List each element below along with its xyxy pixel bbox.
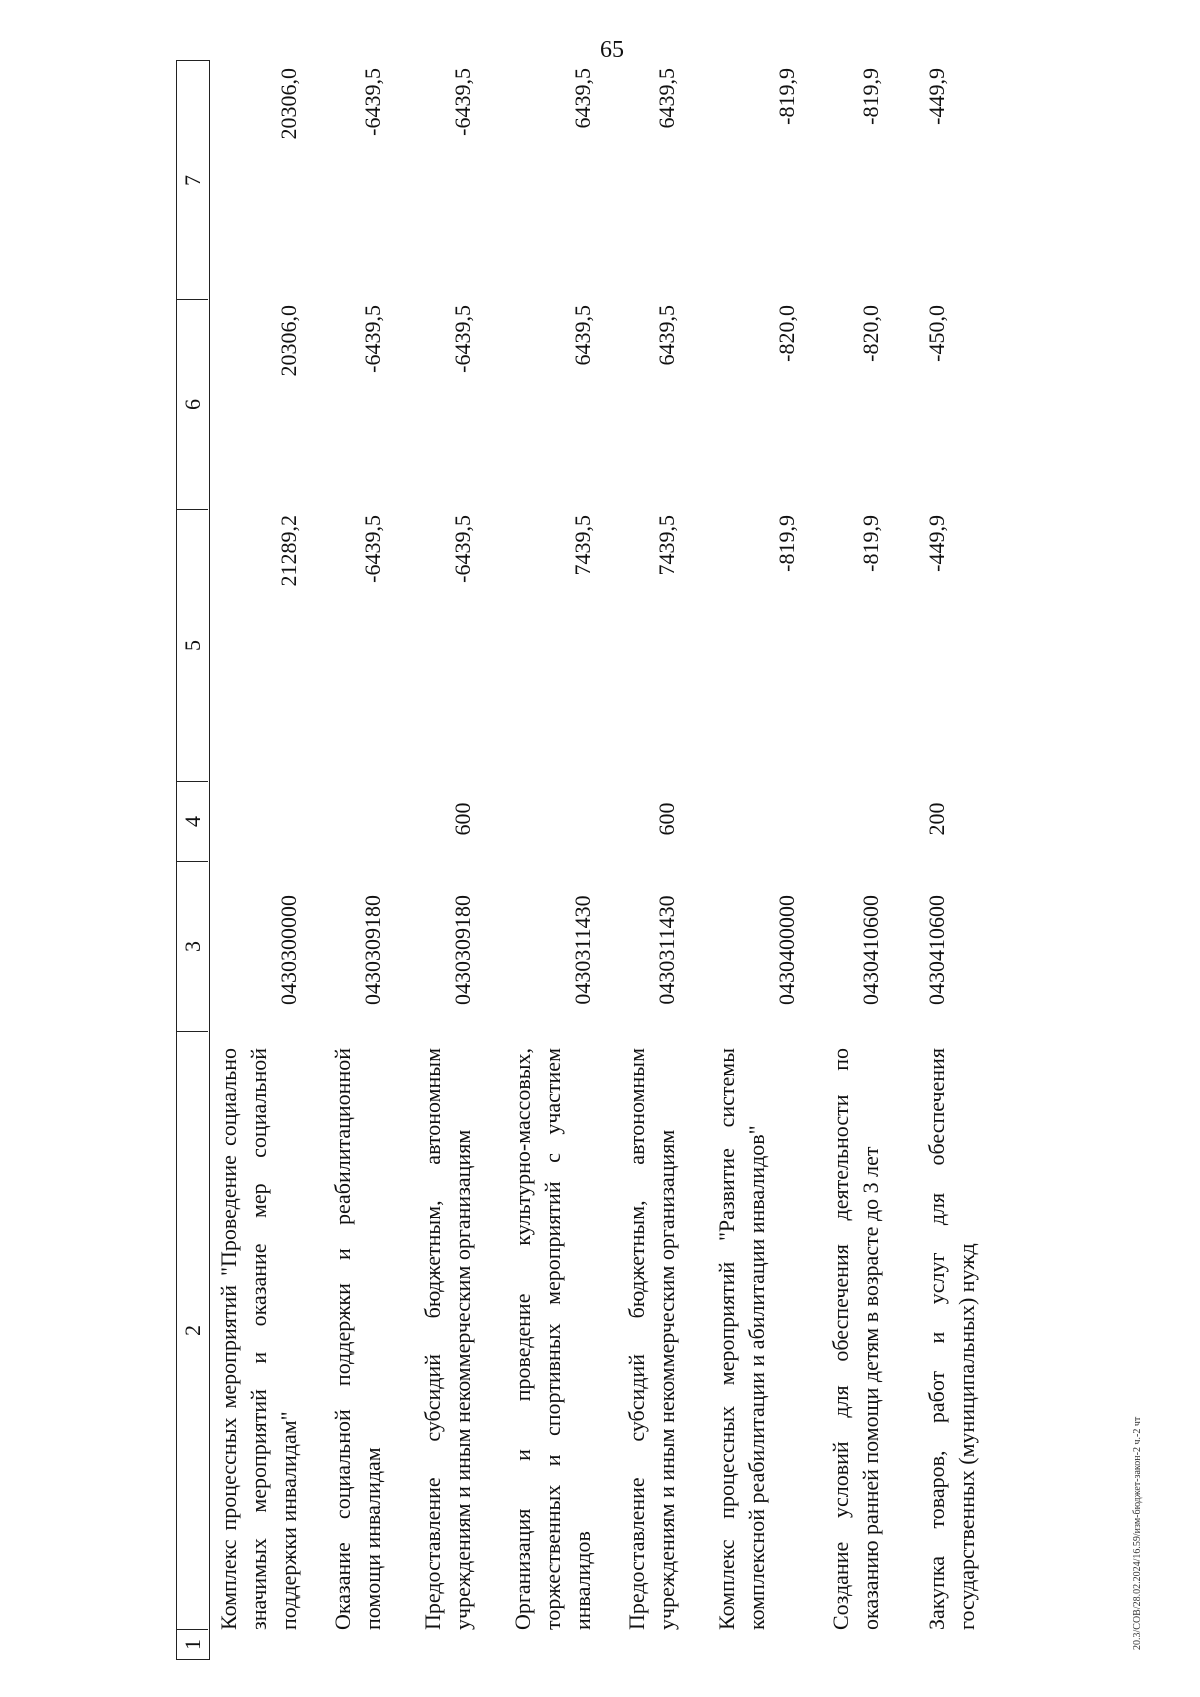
header-col-4: 4 — [177, 781, 208, 861]
header-col-5: 5 — [177, 509, 208, 781]
footer-document-id: 20.3/СОВ/28.02.2024/16.59/изм-бюджет-закон-2 ч.-2 чт — [1132, 1416, 1143, 1650]
row-name: Предоставление субсидий бюджетным, автономным учреждениям и иным некоммерческим организациям — [624, 1048, 679, 1630]
row-value-7: -6439,5 — [360, 68, 385, 136]
row-value-5: -6439,5 — [360, 515, 385, 583]
row-code: 0430400000 — [774, 895, 799, 1005]
rotated-table — [176, 60, 1096, 1660]
row-value-5: 21289,2 — [276, 515, 301, 587]
row-code: 0430311430 — [654, 895, 679, 1005]
row-vr: 600 — [450, 802, 475, 836]
row-name: Комплекс процессных мероприятий "Проведение социально значимых мероприятий и оказание мер социальной поддержки инвалидам" — [216, 1048, 301, 1630]
row-value-6: -6439,5 — [450, 305, 475, 373]
row-value-6: -820,0 — [858, 305, 883, 362]
row-code: 0430300000 — [276, 895, 301, 1005]
row-value-6: -450,0 — [924, 305, 949, 362]
header-col-7: 7 — [180, 175, 205, 186]
row-code: 0430410600 — [924, 895, 949, 1005]
row-name: Оказание социальной поддержки и реабилитационной помощи инвалидам — [330, 1048, 385, 1630]
table-header — [176, 60, 210, 1660]
row-value-7: 6439,5 — [654, 68, 679, 129]
row-value-6: -6439,5 — [360, 305, 385, 373]
row-value-7: -819,9 — [858, 68, 883, 125]
row-value-6: 6439,5 — [570, 305, 595, 366]
row-name: Создание условий для обеспечения деятельности по оказанию ранней помощи детям в возрасте до 3 лет — [828, 1048, 883, 1630]
row-name: Организация и проведение культурно-массовых, торжественных и спортивных мероприятий с участием инвалидов — [510, 1048, 595, 1630]
row-name: Предоставление субсидий бюджетным, автономным учреждениям и иным некоммерческим организациям — [420, 1048, 475, 1630]
header-col-1: 1 — [177, 1629, 208, 1659]
row-value-5: -449,9 — [924, 515, 949, 572]
row-value-7: 6439,5 — [570, 68, 595, 129]
row-value-7: -6439,5 — [450, 68, 475, 136]
row-vr: 600 — [654, 802, 679, 836]
row-code: 0430410600 — [858, 895, 883, 1005]
row-value-6: -820,0 — [774, 305, 799, 362]
row-code: 0430309180 — [450, 895, 475, 1005]
row-value-5: 7439,5 — [654, 515, 679, 576]
row-value-7: -449,9 — [924, 68, 949, 125]
row-vr: 200 — [924, 802, 949, 836]
row-value-7: 20306,0 — [276, 68, 301, 140]
row-value-6: 6439,5 — [654, 305, 679, 366]
header-col-6: 6 — [177, 299, 208, 509]
header-col-3: 3 — [177, 861, 208, 1031]
row-value-5: 7439,5 — [570, 515, 595, 576]
row-value-7: -819,9 — [774, 68, 799, 125]
row-value-5: -6439,5 — [450, 515, 475, 583]
row-name: Закупка товаров, работ и услуг для обеспечения государственных (муниципальных) нужд — [924, 1048, 979, 1630]
row-code: 0430311430 — [570, 895, 595, 1005]
row-value-6: 20306,0 — [276, 305, 301, 377]
row-value-5: -819,9 — [858, 515, 883, 572]
page-number: 65 — [600, 37, 624, 63]
row-value-5: -819,9 — [774, 515, 799, 572]
row-code: 0430309180 — [360, 895, 385, 1005]
row-name: Комплекс процессных мероприятий "Развитие системы комплексной реабилитации и абилитации инвалидов" — [714, 1048, 769, 1630]
header-col-2: 2 — [177, 1031, 208, 1629]
